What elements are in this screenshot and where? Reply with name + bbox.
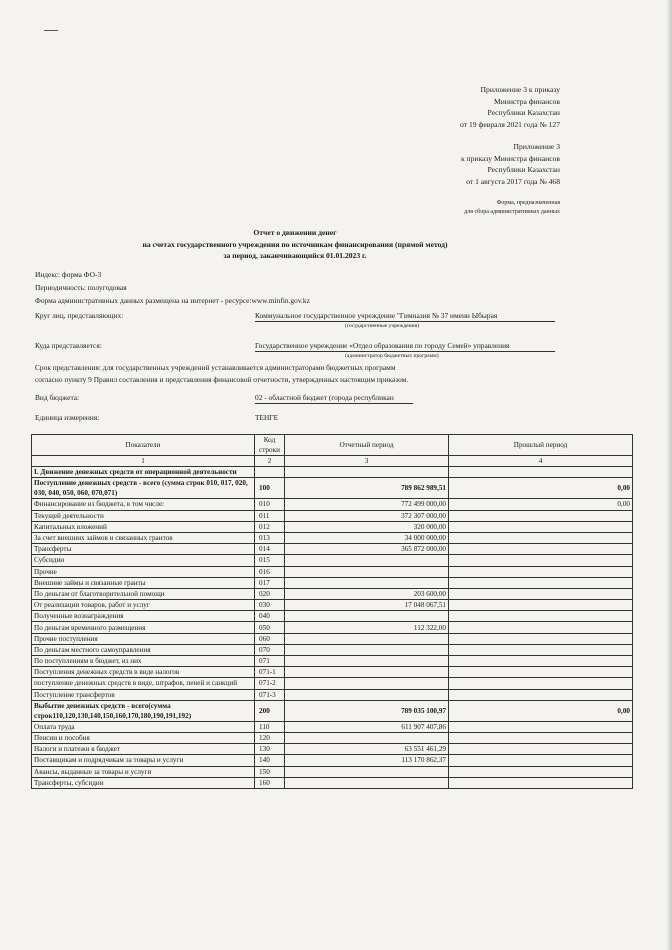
row-code: 200 [255,700,285,721]
row-current-value: 63 551 461,29 [285,744,449,755]
table-row [32,622,633,633]
approval-line: Республики Казахстан [487,165,560,175]
table-row [32,532,633,543]
row-label: По деньгам от благотворительной помощи [32,588,255,599]
row-code: 010 [255,499,285,510]
table-row [32,467,633,478]
row-label: Текущей деятельности [32,510,255,521]
colnum-4: 4 [449,456,633,467]
table-row [32,700,633,721]
row-current-value [285,577,449,588]
budget-underline [255,403,413,404]
row-code: 040 [255,611,285,622]
colnum-3: 3 [285,456,449,467]
approval-line: от 19 февраля 2021 года № 127 [460,119,560,129]
row-label: По деньгам временного размещения [32,622,255,633]
where-note: (администратор бюджетных программ) [345,353,439,359]
row-current-value [285,732,449,743]
row-prior-value [449,521,633,532]
approval-line: Приложение 3 к приказу [480,85,560,94]
unit-value: ТЕНГЕ [255,413,279,422]
row-prior-value [449,744,633,755]
table-row [32,611,633,622]
row-code: 140 [255,755,285,766]
table-row [32,521,633,532]
row-current-value: 772 499 000,00 [285,499,449,510]
circle-note: (государственные учреждения) [345,323,420,329]
row-label: От реализации товаров, работ и услуг [32,600,255,611]
row-label: Внешние займы и связанные гранты [32,577,255,588]
row-label: поступление денежных средств в виде, штрафов, пеней и санкций [32,678,255,689]
row-label: Субсидии [32,555,255,566]
approval-line: от 1 августа 2017 года № 468 [466,176,560,186]
deadline-line-2: согласно пункту 9 Правил составления и представления финансовой отчетности, утвержденных настоящим приказом. [35,375,409,384]
circle-underline [255,321,555,322]
table-row [32,656,633,667]
row-prior-value [449,600,633,611]
row-code: 011 [255,510,285,521]
row-code: 070 [255,644,285,655]
table-row [32,689,633,700]
row-current-value: 17 048 067,51 [285,600,449,611]
form-purpose-note [464,199,560,217]
table-row [32,555,633,566]
approval-line: Министра финансов [493,96,560,106]
row-label: Поступление трансфертов [32,689,255,700]
row-label: Трансферты [32,544,255,555]
table-body [32,467,633,789]
approval-line: Приложение 3 [513,142,560,151]
form-purpose-line: Форма, предназначенная [496,200,560,206]
row-code: 100 [255,478,285,499]
row-current-value [285,644,449,655]
table-row [32,644,633,655]
row-prior-value [449,611,633,622]
form-purpose-line: для сбора административных данных [464,209,560,215]
approval-block-2021 [460,84,560,130]
row-current-value [285,566,449,577]
row-current-value: 112 322,00 [285,622,449,633]
table-row [32,721,633,732]
row-label: Налоги и платежи в бюджет [32,744,255,755]
table-row [32,732,633,743]
row-label: Финансирование из бюджета, в том числе: [32,499,255,510]
table-header-row [32,435,633,456]
row-code: 071-3 [255,689,285,700]
table-row [32,633,633,644]
table-row [32,667,633,678]
row-current-value: 611 907 407,86 [285,721,449,732]
row-code: 015 [255,555,285,566]
row-code: 120 [255,732,285,743]
row-current-value: 320 000,00 [285,521,449,532]
row-label: По поступлениям в бюджет, из них [32,656,255,667]
where-value: Государственное учреждение «Отдел образования по городу Семей» управления [255,341,510,350]
header-current-period: Отчетный период [285,435,449,456]
row-current-value: 365 872 000,00 [285,544,449,555]
title-line-2: на счетах государственного учреждения по источникам финансирования (прямой метод) [142,239,448,249]
table-row [32,544,633,555]
row-prior-value [449,766,633,777]
row-code: 071 [255,656,285,667]
row-current-value: 789 862 989,51 [285,478,449,499]
row-prior-value [449,467,633,478]
row-current-value [285,678,449,689]
approval-line: Республики Казахстан [487,108,560,118]
where-label: Куда представляется: [35,341,102,350]
row-prior-value [449,622,633,633]
table-row [32,744,633,755]
cash-flow-table [31,434,633,789]
row-current-value [285,689,449,700]
form-index: Индекс: форма ФО-3 [35,270,102,279]
table-row [32,766,633,777]
row-prior-value [449,732,633,743]
deadline-line-1: Срок представления: для государственных учреждений устанавливается администраторами бюджетных программ [35,363,396,372]
table-row [32,777,633,788]
title-line-1: Отчет о движении денег [253,228,337,237]
row-current-value: 203 600,00 [285,588,449,599]
row-prior-value [449,667,633,678]
row-label: Трансферты, субсидии [32,777,255,788]
row-code: 060 [255,633,285,644]
row-code: 014 [255,544,285,555]
row-code: 071-2 [255,678,285,689]
form-periodicity: Периодичность: полугодовая [35,283,127,292]
row-label: Авансы, выданные за товары и услуги [32,766,255,777]
table-row [32,588,633,599]
row-prior-value [449,777,633,788]
row-code: 130 [255,744,285,755]
report-title [80,227,510,262]
row-current-value [285,667,449,678]
table-row [32,566,633,577]
row-label: Поступление денежных средств - всего (сумма строк 010, 017, 020, 030, 040, 050, 060, 070,071) [32,478,255,499]
table-row [32,478,633,499]
row-code: 050 [255,622,285,633]
row-code: 071-1 [255,667,285,678]
table-row [32,755,633,766]
header-indicators: Показатели [32,435,255,456]
row-prior-value [449,544,633,555]
row-code: 160 [255,777,285,788]
row-code: 020 [255,588,285,599]
row-label: I. Движение денежных средств от операционной деятельности [32,467,255,478]
row-prior-value: 0,00 [449,700,633,721]
row-current-value [285,777,449,788]
row-current-value [285,633,449,644]
row-current-value [285,555,449,566]
row-label: Поставщикам и подрядчикам за товары и услуги [32,755,255,766]
row-prior-value [449,577,633,588]
table-row [32,510,633,521]
where-underline [255,351,555,352]
table-row [32,499,633,510]
row-label: Оплата труда [32,721,255,732]
colnum-2: 2 [255,456,285,467]
row-label: Пенсии и пособия [32,732,255,743]
row-code: 110 [255,721,285,732]
header-code: Код строки [255,435,285,456]
row-label: За счет внешних займов и связанных грантов [32,532,255,543]
row-prior-value: 0,00 [449,478,633,499]
row-prior-value [449,633,633,644]
approval-block-2017 [461,141,560,187]
budget-value: 02 - областной бюджет (города республикан [255,393,394,402]
colnum-1: 1 [32,456,255,467]
approval-line: к приказу Министра финансов [460,153,560,163]
row-prior-value [449,510,633,521]
row-code: 017 [255,577,285,588]
row-code: 012 [255,521,285,532]
row-prior-value [449,678,633,689]
scan-artifact [44,30,58,31]
row-prior-value [449,588,633,599]
row-code: 030 [255,600,285,611]
row-prior-value [449,656,633,667]
row-current-value: 372 307 000,00 [285,510,449,521]
row-current-value: 113 170 862,37 [285,755,449,766]
circle-label: Круг лиц, представляющих: [35,311,124,320]
row-label: Поступления денежных средств в виде налогов [32,667,255,678]
row-prior-value [449,689,633,700]
table-row [32,577,633,588]
row-prior-value: 0,00 [449,499,633,510]
row-prior-value [449,755,633,766]
header-prior-period: Прошлый период [449,435,633,456]
row-label: Капитальных вложений [32,521,255,532]
row-current-value [285,611,449,622]
scan-edge [666,0,672,950]
row-label: Выбытие денежных средств - всего(сумма строк110,120,130,140,150,160,170,180,190,191,192) [32,700,255,721]
row-prior-value [449,566,633,577]
table-row [32,600,633,611]
circle-value: Коммунальное государственное учреждение "Гимназия № 37 имени Ыбырая [255,311,498,320]
row-code: 013 [255,532,285,543]
unit-label: Единица измерения: [35,413,100,422]
table-row [32,678,633,689]
row-prior-value [449,555,633,566]
row-current-value [285,656,449,667]
row-current-value: 34 000 000,00 [285,532,449,543]
row-label: Прочие поступления [32,633,255,644]
row-label: Полученные вознаграждения [32,611,255,622]
row-code: 150 [255,766,285,777]
form-placement: Форма административных данных размещена на интернет - ресурсе:www.minfin.gov.kz [35,296,310,305]
row-current-value [285,467,449,478]
title-line-3: за период, заканчивающийся 01.01.2023 г. [223,251,367,260]
row-prior-value [449,721,633,732]
row-code [255,467,285,478]
budget-label: Вид бюджета: [35,393,80,402]
row-prior-value [449,644,633,655]
row-label: По деньгам местного самоуправления [32,644,255,655]
column-number-row [32,456,633,467]
row-current-value [285,766,449,777]
row-current-value: 789 035 100,97 [285,700,449,721]
row-code: 016 [255,566,285,577]
row-label: Прочие [32,566,255,577]
row-prior-value [449,532,633,543]
